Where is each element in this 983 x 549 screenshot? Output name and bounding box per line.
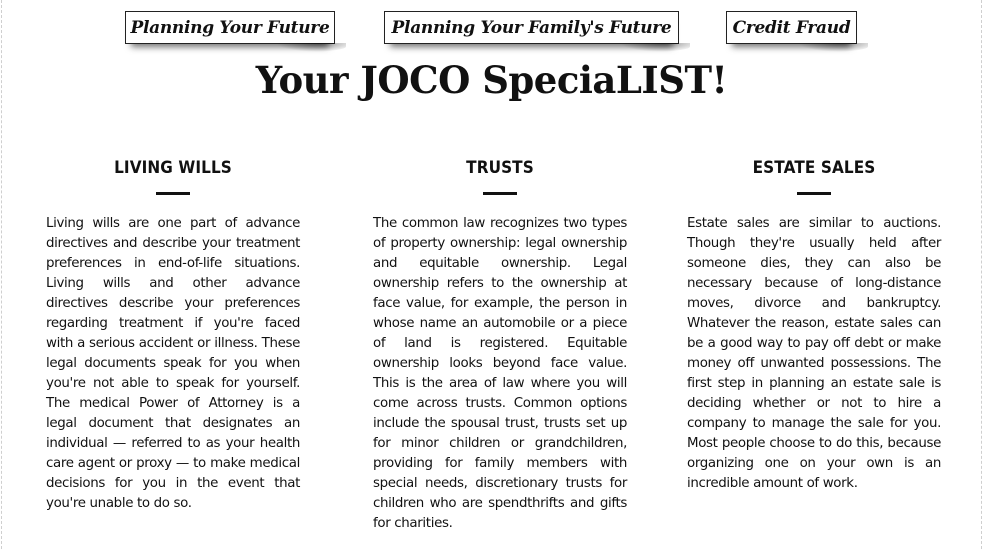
- heading-divider: [156, 192, 190, 195]
- section-estate-sales: [687, 156, 941, 507]
- nav-link-credit-fraud[interactable]: Credit Fraud: [726, 11, 857, 44]
- section-living-wills: [46, 156, 300, 527]
- heading-divider: [797, 192, 831, 195]
- section-body-text: Living wills are one part of advance directives and describe your treatment preferences in end-of-life situations. Living wills and other advance directives describe your preferences regarding treatment if you're faced with a serious accident or illness. These legal documents speak for you when you're not able to speak for yourself. The medical Power of Attorney is a legal document that designates an individual — referred to as your health care agent or proxy — to make medical decisions for you in the event that you're unable to do so.: [46, 216, 300, 511]
- section-trusts: [373, 156, 627, 547]
- section-body-text: The common law recognizes two types of property ownership: legal ownership and equitable ownership. Legal ownership refers to the ownership at face value, for example, the person in whose name an automobile or a piece of land is registered. Equitable ownership looks beyond face value. This is the area of law where you will come across trusts. Common options include the spousal trust, trusts set up for minor children or grandchildren, providing for family members with special needs, discretionary trusts for children who are spendthrifts and gifts for charities.: [373, 216, 627, 531]
- page-title: Your JOCO SpeciaLIST!: [255, 58, 728, 102]
- section-heading: ESTATE SALES: [752, 158, 876, 178]
- section-body-text: Estate sales are similar to auctions. Though they're usually held after someone dies, they can also be necessary because of long-distance moves, divorce and bankruptcy. Whatever the reason, estate sales can be a good way to pay off debt or make money off unwanted possessions. The first step in planning an estate sale is deciding whether or not to hire a company to manage the sale for you. Most people choose to do this, because organizing one on your own is an incredible amount of work.: [687, 216, 941, 491]
- nav-link-planning-your-familys-future[interactable]: Planning Your Family's Future: [384, 11, 679, 44]
- section-heading: TRUSTS: [466, 158, 534, 178]
- nav-link-planning-your-future[interactable]: Planning Your Future: [125, 11, 335, 44]
- heading-divider: [483, 192, 517, 195]
- top-navigation: [0, 11, 983, 51]
- section-heading: LIVING WILLS: [114, 158, 232, 178]
